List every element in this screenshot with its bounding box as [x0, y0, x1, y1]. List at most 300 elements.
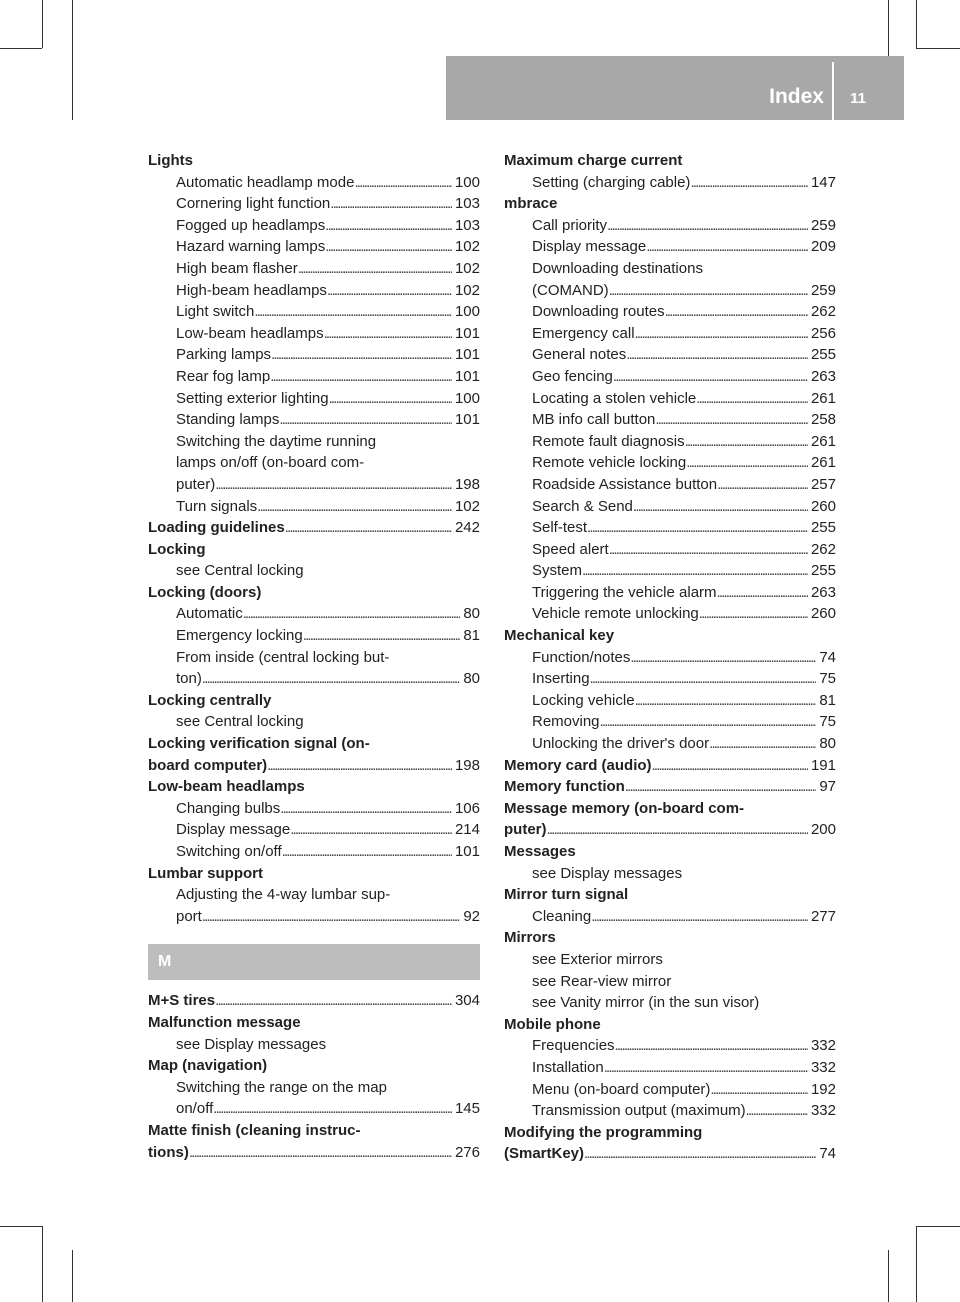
entry-text: Remote fault diagnosis	[532, 432, 685, 450]
page-reference[interactable]: 209	[810, 238, 836, 256]
dot-leader	[696, 390, 808, 407]
page-reference[interactable]: 332	[810, 1058, 836, 1076]
entry-text: board computer)	[148, 756, 268, 774]
index-entry	[148, 692, 480, 714]
dot-leader	[699, 605, 808, 622]
entry-text: puter)	[176, 475, 216, 493]
entry-text: Mobile phone	[504, 1015, 601, 1033]
entry-text: Modifying the programming	[504, 1123, 703, 1141]
index-subentry[interactable]	[504, 670, 836, 692]
entry-text: Display message	[176, 821, 291, 839]
entry-text: MB info call button	[532, 411, 656, 429]
index-subentry[interactable]	[504, 411, 836, 433]
entry-text: see Central locking	[176, 562, 304, 580]
entry-text: Cleaning	[532, 907, 592, 925]
page-reference[interactable]: 103	[454, 195, 480, 213]
index-entry[interactable]	[148, 992, 480, 1014]
page-reference[interactable]: 100	[454, 389, 480, 407]
page-reference[interactable]: 75	[819, 670, 836, 688]
index-subentry[interactable]	[504, 1102, 836, 1124]
dot-leader	[609, 282, 808, 299]
crop-mark	[916, 48, 960, 49]
dot-leader	[690, 174, 808, 191]
index-subentry[interactable]	[504, 692, 836, 714]
index-entry[interactable]	[504, 757, 836, 779]
dot-leader	[215, 476, 452, 493]
entry-text: Malfunction message	[148, 1013, 301, 1031]
page-reference[interactable]: 263	[810, 583, 836, 601]
page-reference[interactable]: 261	[810, 389, 836, 407]
page-reference[interactable]: 332	[810, 1102, 836, 1120]
dot-leader	[325, 217, 452, 234]
entry-text: Mirrors	[504, 929, 556, 947]
entry-text: Inserting	[532, 670, 590, 688]
index-subentry[interactable]	[148, 390, 480, 412]
entry-text: Self-test	[532, 519, 588, 537]
crop-mark	[0, 1226, 42, 1227]
index-subentry[interactable]	[148, 800, 480, 822]
entry-text: Standing lamps	[176, 411, 280, 429]
entry-text: Low-beam headlamps	[148, 778, 305, 796]
crop-mark	[72, 1250, 73, 1302]
index-entry	[148, 735, 480, 757]
index-entry	[504, 1124, 836, 1146]
dot-leader	[189, 1144, 452, 1161]
index-subentry[interactable]	[504, 1037, 836, 1059]
page-reference[interactable]: 198	[454, 756, 480, 774]
entry-text: Speed alert	[532, 540, 609, 558]
index-subentry[interactable]	[504, 174, 836, 196]
index-subentry[interactable]	[504, 713, 836, 735]
entry-text: Installation	[532, 1058, 604, 1076]
entry-text: see Rear-view mirror	[532, 972, 672, 990]
entry-text: General notes	[532, 346, 627, 364]
entry-text: From inside (central locking but-	[176, 648, 390, 666]
index-entry	[148, 584, 480, 606]
index-subentry[interactable]	[504, 217, 836, 239]
page-reference[interactable]: 75	[819, 713, 836, 731]
dot-leader	[202, 908, 460, 925]
dot-leader	[587, 519, 808, 536]
index-subentry	[504, 994, 836, 1016]
dot-leader	[280, 800, 452, 817]
crop-mark	[42, 0, 43, 48]
entry-text: Memory function	[504, 778, 625, 796]
entry-text: Call priority	[532, 216, 608, 234]
page-reference[interactable]: 101	[454, 843, 480, 860]
index-entry	[148, 778, 480, 800]
page-reference[interactable]: 261	[810, 432, 836, 450]
entry-text: see Vanity mirror (in the sun visor)	[532, 994, 760, 1012]
index-subentry[interactable]	[148, 195, 480, 217]
entry-text: Cornering light function	[176, 195, 331, 213]
index-subentry	[148, 886, 480, 908]
page-reference[interactable]: 260	[810, 497, 836, 515]
page-reference[interactable]: 258	[810, 411, 836, 429]
dot-leader	[279, 411, 452, 428]
index-subentry[interactable]	[504, 498, 836, 520]
page-reference[interactable]: 101	[454, 324, 480, 342]
dot-leader	[324, 325, 452, 342]
entry-text: mbrace	[504, 195, 558, 213]
index-subentry[interactable]	[504, 519, 836, 541]
index-subentry[interactable]	[504, 238, 836, 260]
entry-text: Changing bulbs	[176, 799, 281, 817]
dot-leader	[257, 498, 452, 515]
section-letter: M	[148, 944, 480, 980]
dot-leader	[584, 1145, 816, 1162]
page-reference[interactable]: 191	[810, 756, 836, 774]
index-subentry[interactable]	[148, 476, 480, 498]
index-subentry	[504, 973, 836, 995]
page-reference[interactable]: 304	[454, 992, 480, 1010]
entry-text: Frequencies	[532, 1037, 615, 1055]
page-reference[interactable]: 276	[454, 1143, 480, 1161]
dot-leader	[613, 368, 808, 385]
index-entry[interactable]	[504, 1145, 836, 1167]
page-reference[interactable]: 259	[810, 216, 836, 234]
crop-mark	[888, 1250, 889, 1302]
index-entry[interactable]	[148, 757, 480, 779]
index-subentry[interactable]	[148, 821, 480, 843]
index-subentry[interactable]	[148, 411, 480, 433]
index-subentry[interactable]	[148, 498, 480, 520]
index-subentry[interactable]	[504, 908, 836, 930]
dot-leader	[591, 908, 808, 925]
page-reference[interactable]: 242	[454, 519, 480, 537]
dot-leader	[685, 433, 808, 450]
crop-mark	[0, 48, 42, 49]
entry-text: High beam flasher	[176, 259, 298, 277]
index-entry	[504, 195, 836, 217]
entry-text: Function/notes	[532, 648, 631, 666]
entry-text: Map (navigation)	[148, 1057, 268, 1075]
page-reference[interactable]: 74	[819, 1145, 836, 1163]
index-entry	[148, 541, 480, 563]
dot-leader	[604, 1059, 808, 1076]
index-subentry	[148, 433, 480, 455]
page-reference[interactable]: 102	[454, 281, 480, 299]
entry-text: Fogged up headlamps	[176, 216, 326, 234]
entry-text: Locking vehicle	[532, 691, 635, 709]
index-subentry[interactable]	[504, 303, 836, 325]
dot-leader	[600, 713, 817, 730]
page-reference[interactable]: 257	[810, 475, 836, 493]
entry-text: see Display messages	[532, 864, 683, 882]
index-subentry[interactable]	[148, 627, 480, 649]
entry-text: Locating a stolen vehicle	[532, 389, 697, 407]
entry-text: Lumbar support	[148, 864, 263, 882]
index-subentry[interactable]	[504, 368, 836, 390]
index-subentry	[504, 865, 836, 887]
index-column-right	[504, 152, 836, 1167]
page-reference[interactable]: 262	[810, 540, 836, 558]
entry-text: Turn signals	[176, 497, 258, 515]
dot-leader	[327, 282, 452, 299]
index-entry	[504, 627, 836, 649]
dot-leader	[625, 778, 816, 795]
page-reference[interactable]: 80	[463, 605, 480, 623]
page-reference[interactable]: 262	[810, 303, 836, 321]
index-entry	[148, 1014, 480, 1036]
index-subentry[interactable]	[504, 541, 836, 563]
entry-text: Automatic	[176, 605, 243, 623]
entry-text: Low-beam headlamps	[176, 324, 324, 342]
index-subentry[interactable]	[504, 1059, 836, 1081]
page-reference[interactable]: 80	[819, 735, 836, 753]
page-reference[interactable]: 259	[810, 281, 836, 299]
index-subentry[interactable]	[148, 282, 480, 304]
dot-leader	[635, 692, 817, 709]
page-reference[interactable]: 255	[810, 562, 836, 580]
index-subentry[interactable]	[148, 325, 480, 347]
index-subentry[interactable]	[504, 282, 836, 304]
dot-leader	[665, 303, 808, 320]
header-divider	[832, 62, 834, 120]
dot-leader	[254, 303, 452, 320]
index-subentry[interactable]	[148, 346, 480, 368]
index-subentry[interactable]	[148, 217, 480, 239]
page-reference[interactable]: 214	[454, 821, 480, 839]
entry-text: M+S tires	[148, 992, 216, 1010]
index-entry	[148, 1057, 480, 1079]
entry-text: Unlocking the driver's door	[532, 735, 710, 753]
index-entry	[148, 152, 480, 174]
dot-leader	[243, 605, 461, 622]
section-title: Index	[769, 85, 824, 108]
entry-text: Maximum charge current	[504, 152, 683, 169]
entry-text: System	[532, 562, 583, 580]
page-reference[interactable]: 145	[454, 1100, 480, 1118]
entry-text: Loading guidelines	[148, 519, 285, 537]
index-subentry[interactable]	[504, 433, 836, 455]
entry-text: Locking verification signal (on-	[148, 735, 370, 753]
index-subentry	[504, 951, 836, 973]
entry-text: puter)	[504, 821, 547, 839]
index-subentry[interactable]	[148, 605, 480, 627]
dot-leader	[609, 541, 808, 558]
dot-leader	[270, 368, 452, 385]
page-reference[interactable]: 260	[810, 605, 836, 623]
entry-text: Vehicle remote unlocking	[532, 605, 699, 623]
page-reference[interactable]: 100	[454, 173, 480, 191]
entry-text: Rear fog lamp	[176, 367, 271, 385]
index-entry	[504, 152, 836, 174]
page-reference[interactable]: 198	[454, 475, 480, 493]
index-subentry[interactable]	[148, 843, 480, 865]
entry-text: Locking	[148, 540, 206, 558]
page-reference[interactable]: 255	[810, 346, 836, 364]
entry-text: Locking (doors)	[148, 583, 262, 601]
entry-text: Mirror turn signal	[504, 886, 629, 904]
entry-text: Setting exterior lighting	[176, 389, 329, 407]
page-number: 11	[850, 90, 866, 107]
index-subentry[interactable]	[504, 346, 836, 368]
page-reference[interactable]: 263	[810, 367, 836, 385]
page-reference[interactable]: 101	[454, 367, 480, 385]
entry-text: see Exterior mirrors	[532, 950, 663, 968]
index-entry	[504, 1016, 836, 1038]
entry-text: tions)	[148, 1143, 189, 1161]
dot-leader	[646, 238, 808, 255]
entry-text: Remote vehicle locking	[532, 454, 687, 472]
index-subentry[interactable]	[148, 238, 480, 260]
entry-text: Menu (on-board computer)	[532, 1080, 711, 1098]
dot-leader	[354, 174, 452, 191]
index-subentry[interactable]	[148, 908, 480, 930]
page-reference[interactable]: 97	[819, 778, 836, 796]
dot-leader	[709, 735, 816, 752]
page-reference[interactable]: 192	[810, 1080, 836, 1098]
page-reference[interactable]: 74	[819, 648, 836, 666]
index-subentry	[148, 649, 480, 671]
entry-text: Locking centrally	[148, 691, 272, 709]
dot-leader	[285, 519, 452, 536]
dot-leader	[282, 843, 452, 860]
index-subentry	[504, 260, 836, 282]
page-reference[interactable]: 101	[454, 346, 480, 364]
index-entry[interactable]	[504, 778, 836, 800]
index-subentry	[148, 1079, 480, 1101]
page-reference[interactable]: 277	[810, 907, 836, 925]
entry-text: Light switch	[176, 303, 255, 321]
dot-leader	[202, 670, 460, 687]
entry-text: High-beam headlamps	[176, 281, 327, 299]
index-entry	[504, 800, 836, 822]
index-subentry[interactable]	[148, 368, 480, 390]
index-entry[interactable]	[504, 821, 836, 843]
page-reference[interactable]: 102	[454, 238, 480, 256]
entry-text: Removing	[532, 713, 600, 731]
dot-leader	[717, 476, 808, 493]
index-subentry	[148, 1036, 480, 1058]
index-entry[interactable]	[148, 519, 480, 541]
page-reference[interactable]: 101	[454, 411, 480, 429]
entry-text: Setting (charging cable)	[532, 173, 691, 191]
dot-leader	[615, 1037, 808, 1054]
index-subentry[interactable]	[504, 390, 836, 412]
index-subentry[interactable]	[148, 670, 480, 692]
index-entry	[504, 843, 836, 865]
entry-text: ton)	[176, 670, 202, 688]
page-reference[interactable]: 147	[810, 173, 836, 191]
dot-leader	[717, 584, 808, 601]
entry-text: Transmission output (maximum)	[532, 1102, 746, 1120]
entry-text: Display message	[532, 238, 647, 256]
entry-text: Mechanical key	[504, 627, 615, 645]
crop-mark	[42, 1226, 43, 1302]
index-subentry[interactable]	[504, 476, 836, 498]
page-reference[interactable]: 102	[454, 497, 480, 515]
entry-text: Lights	[148, 152, 193, 169]
dot-leader	[590, 670, 817, 687]
dot-leader	[267, 757, 452, 774]
entry-text: Hazard warning lamps	[176, 238, 326, 256]
index-entry	[148, 1122, 480, 1144]
dot-leader	[710, 1081, 808, 1098]
index-subentry[interactable]	[148, 303, 480, 325]
dot-leader	[626, 346, 808, 363]
index-subentry[interactable]	[148, 260, 480, 282]
index-subentry[interactable]	[504, 584, 836, 606]
dot-leader	[630, 649, 816, 666]
page-reference[interactable]: 103	[454, 216, 480, 234]
index-subentry[interactable]	[504, 454, 836, 476]
dot-leader	[213, 1100, 452, 1117]
page-reference[interactable]: 255	[810, 519, 836, 537]
page-reference[interactable]: 81	[819, 691, 836, 709]
dot-leader	[329, 390, 452, 407]
crop-mark	[72, 0, 73, 120]
dot-leader	[330, 195, 452, 212]
crop-mark	[916, 1226, 960, 1227]
entry-text: lamps on/off (on-board com-	[176, 454, 365, 472]
page-reference[interactable]: 261	[810, 454, 836, 472]
dot-leader	[325, 238, 452, 255]
dot-leader	[298, 260, 452, 277]
crop-mark	[916, 1226, 917, 1302]
page-reference[interactable]: 81	[463, 627, 480, 645]
page-reference[interactable]: 200	[810, 821, 836, 839]
page-reference[interactable]: 102	[454, 259, 480, 277]
dot-leader	[635, 325, 808, 342]
page-reference[interactable]: 92	[463, 907, 480, 925]
entry-text: on/off	[176, 1100, 214, 1118]
entry-text: Triggering the vehicle alarm	[532, 583, 717, 601]
entry-text: see Central locking	[176, 713, 304, 731]
index-subentry[interactable]	[148, 174, 480, 196]
dot-leader	[303, 627, 461, 644]
index-entry	[504, 886, 836, 908]
index-subentry	[148, 454, 480, 476]
entry-text: Search & Send	[532, 497, 633, 515]
page-reference[interactable]: 80	[463, 670, 480, 688]
entry-text: Switching the range on the map	[176, 1078, 387, 1096]
page-reference[interactable]: 256	[810, 324, 836, 342]
index-entry	[504, 929, 836, 951]
entry-text: Automatic headlamp mode	[176, 173, 355, 191]
index-subentry[interactable]	[504, 735, 836, 757]
entry-text: Emergency call	[532, 324, 635, 342]
index-subentry[interactable]	[504, 325, 836, 347]
index-subentry	[148, 713, 480, 735]
index-subentry[interactable]	[148, 1100, 480, 1122]
entry-text: Emergency locking	[176, 627, 303, 645]
entry-text: Parking lamps	[176, 346, 272, 364]
dot-leader	[290, 821, 452, 838]
dot-leader	[607, 217, 808, 234]
index-entry	[148, 865, 480, 887]
index-subentry[interactable]	[504, 562, 836, 584]
crop-mark	[916, 0, 917, 48]
index-subentry[interactable]	[504, 649, 836, 671]
page-reference[interactable]: 332	[810, 1037, 836, 1055]
dot-leader	[271, 346, 452, 363]
index-entry[interactable]	[148, 1144, 480, 1166]
dot-leader	[215, 992, 452, 1009]
index-subentry[interactable]	[504, 605, 836, 627]
page-reference[interactable]: 106	[454, 799, 480, 817]
index-subentry[interactable]	[504, 1081, 836, 1103]
entry-text: (COMAND)	[532, 281, 609, 299]
page-reference[interactable]: 100	[454, 303, 480, 321]
entry-text: Memory card (audio)	[504, 756, 652, 774]
entry-text: Downloading destinations	[532, 259, 703, 277]
entry-text: Switching the daytime running	[176, 432, 377, 450]
dot-leader	[686, 454, 808, 471]
entry-text: Switching on/off	[176, 843, 282, 860]
entry-text: Downloading routes	[532, 303, 665, 321]
